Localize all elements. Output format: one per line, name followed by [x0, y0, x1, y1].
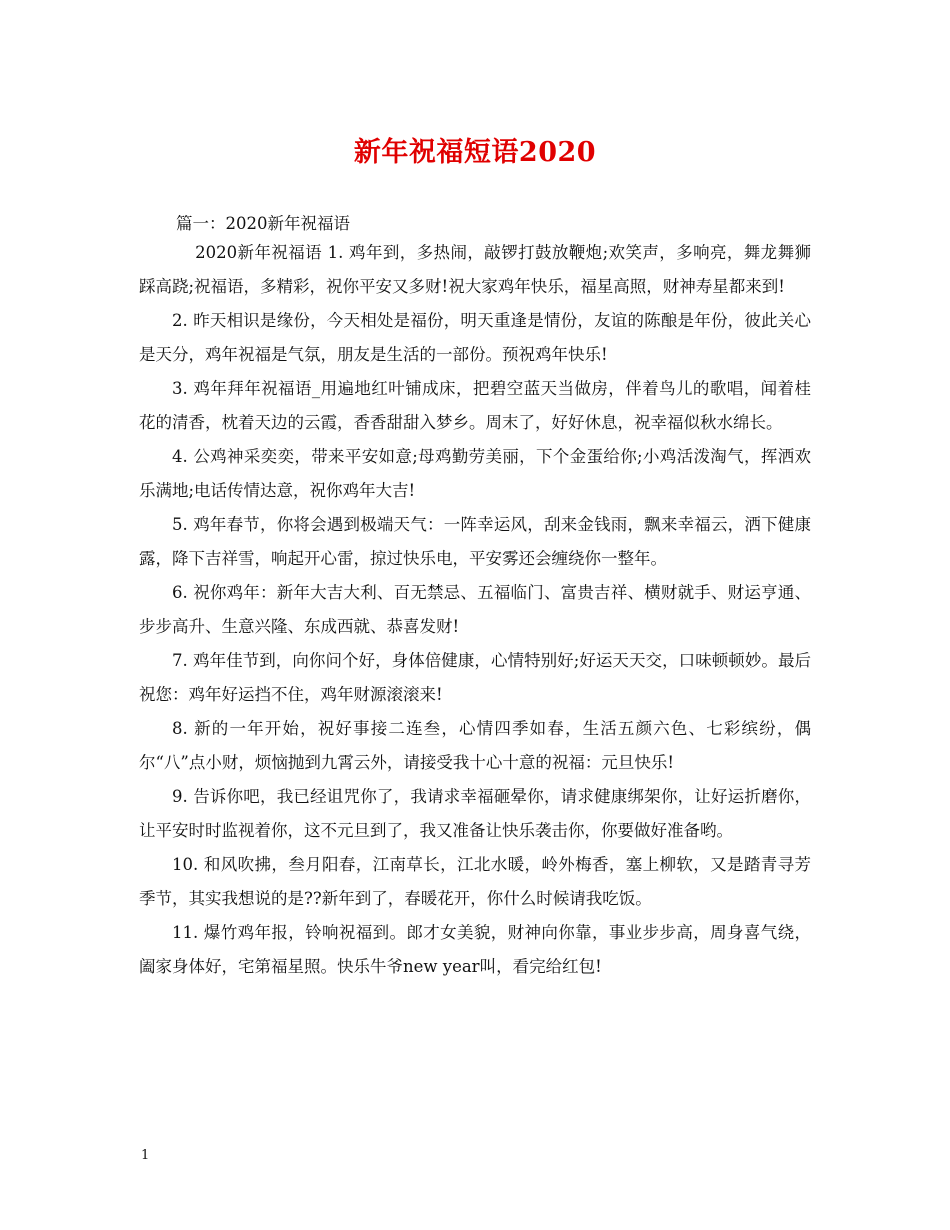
paragraph-5: 5. 鸡年春节，你将会遇到极端天气：一阵幸运风，刮来金钱雨，飘来幸福云，洒下健康露，降下吉祥雪，响起开心雷，掠过快乐电，平安雾还会缠绕你一整年。: [139, 515, 811, 568]
paragraph-11: 11. 爆竹鸡年报，铃响祝福到。郎才女美貌，财神向你靠，事业步步高，周身喜气绕，阖家身体好，宅第福星照。快乐牛爷new year叫，看完给红包!: [139, 923, 811, 976]
paragraph-2: 2. 昨天相识是缘份，今天相处是福份，明天重逢是情份，友谊的陈酿是年份，彼此关心是天分，鸡年祝福是气氛，朋友是生活的一部份。预祝鸡年快乐!: [139, 311, 811, 364]
paragraph-6: 6. 祝你鸡年：新年大吉大利、百无禁忌、五福临门、富贵吉祥、横财就手、财运亨通、步步高升、生意兴隆、东成西就、恭喜发财!: [139, 583, 811, 636]
paragraph-3: 3. 鸡年拜年祝福语_用遍地红叶铺成床，把碧空蓝天当做房，伴着鸟儿的歌唱，闻着桂花的清香，枕着天边的云霞，香香甜甜入梦乡。周末了，好好休息，祝幸福似秋水绵长。: [139, 379, 811, 432]
paragraph-7: 7. 鸡年佳节到，向你问个好，身体倍健康，心情特别好;好运天天交，口味顿顿妙。最后祝您：鸡年好运挡不住，鸡年财源滚滚来!: [139, 651, 811, 704]
document-body: [139, 236, 811, 984]
section-heading: 篇一：2020新年祝福语: [176, 214, 350, 233]
document-title: 新年祝福短语2020: [353, 137, 597, 168]
paragraph-9: 9. 告诉你吧，我已经诅咒你了，我请求幸福砸晕你，请求健康绑架你，让好运折磨你，让平安时时监视着你，这不元旦到了，我又准备让快乐袭击你，你要做好准备哟。: [139, 787, 811, 840]
page-number: 1: [141, 1148, 150, 1163]
paragraph-1: 2020新年祝福语 1. 鸡年到，多热闹，敲锣打鼓放鞭炮;欢笑声，多响亮，舞龙舞狮踩高跷;祝福语，多精彩，祝你平安又多财!祝大家鸡年快乐，福星高照，财神寿星都来到!: [139, 243, 811, 296]
paragraph-4: 4. 公鸡神采奕奕，带来平安如意;母鸡勤劳美丽，下个金蛋给你;小鸡活泼淘气，挥洒欢乐满地;电话传情达意，祝你鸡年大吉!: [139, 447, 811, 500]
paragraph-8: 8. 新的一年开始，祝好事接二连叁，心情四季如春，生活五颜六色、七彩缤纷，偶尔“八”点小财，烦恼抛到九霄云外，请接受我十心十意的祝福：元旦快乐!: [139, 719, 811, 772]
paragraph-10: 10. 和风吹拂，叁月阳春，江南草长，江北水暖，岭外梅香，塞上柳软，又是踏青寻芳季节，其实我想说的是??新年到了，春暖花开，你什么时候请我吃饭。: [139, 855, 811, 908]
